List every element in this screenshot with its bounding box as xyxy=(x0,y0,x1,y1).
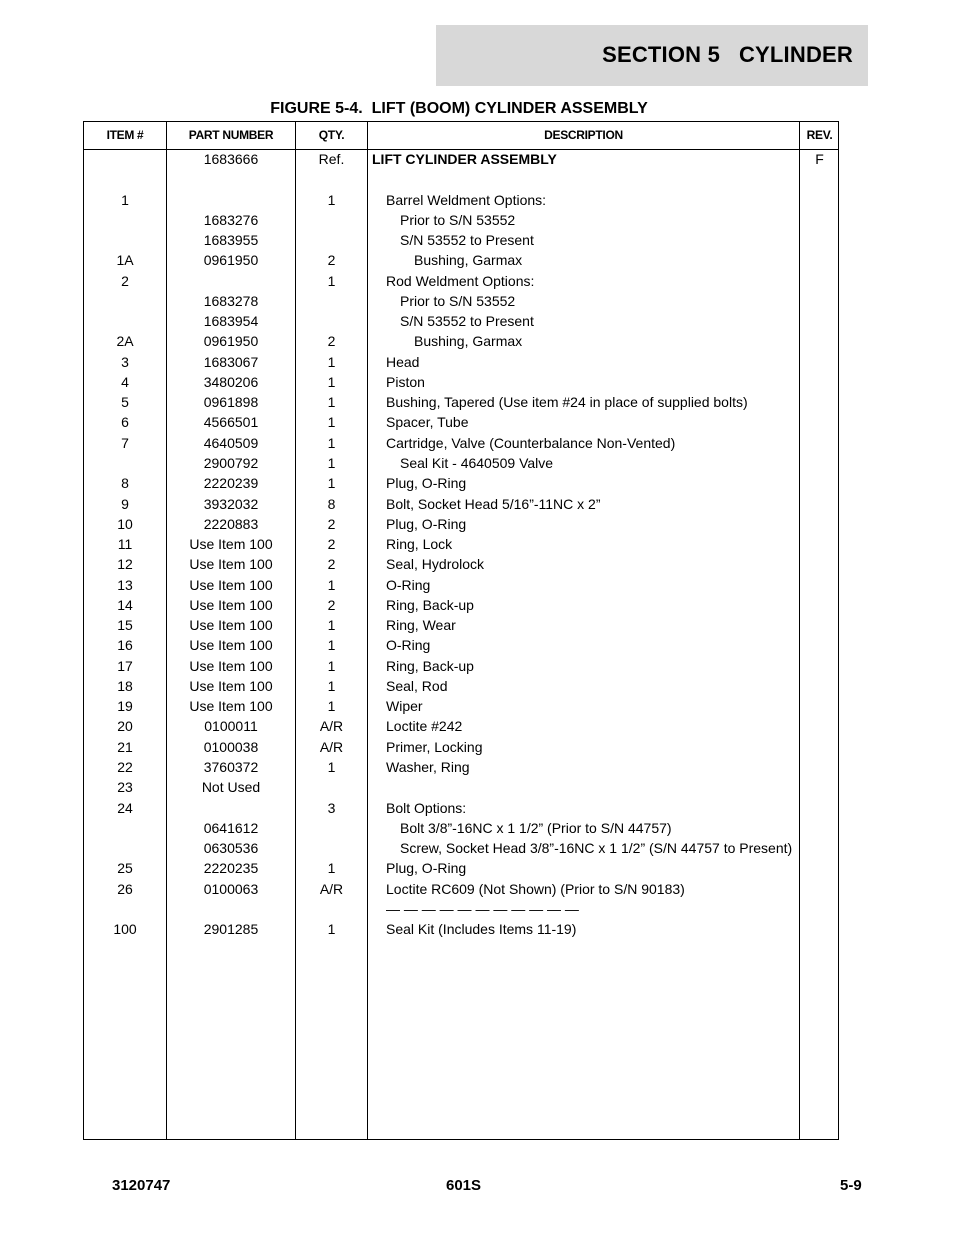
qty-cell: 1 xyxy=(327,617,336,634)
qty-cell: 1 xyxy=(327,637,336,654)
description-cell: Ring, Lock xyxy=(386,536,453,553)
column-header-item: ITEM # xyxy=(106,128,144,142)
item-cell: 1A xyxy=(116,252,134,269)
table-row xyxy=(84,695,838,715)
description-cell: Loctite #242 xyxy=(386,718,463,735)
item-cell: 9 xyxy=(121,495,129,512)
item-cell: 26 xyxy=(117,880,133,897)
table-row xyxy=(84,655,838,675)
table-row xyxy=(84,189,838,209)
description-cell: Barrel Weldment Options: xyxy=(386,191,547,208)
figure-title: FIGURE 5-4. LIFT (BOOM) CYLINDER ASSEMBLY xyxy=(270,100,648,117)
description-cell: Plug, O-Ring xyxy=(386,515,467,532)
item-cell: 6 xyxy=(121,414,129,431)
parts-table xyxy=(83,121,839,1140)
item-cell: 1 xyxy=(121,191,129,208)
part-number-cell: Not Used xyxy=(201,779,261,796)
rev-cell: F xyxy=(815,151,824,167)
table-row xyxy=(84,715,838,735)
item-cell: 17 xyxy=(117,657,133,674)
part-number-cell: 0961898 xyxy=(203,394,259,411)
item-cell: 18 xyxy=(117,677,133,694)
table-row xyxy=(84,270,838,290)
item-cell: 2A xyxy=(116,333,134,350)
table-row xyxy=(84,756,838,776)
table-row xyxy=(84,574,838,594)
description-cell: Bushing, Tapered (Use item #24 in place of supplied bolts) xyxy=(386,394,748,411)
description-cell: Seal Kit - 4640509 Valve xyxy=(400,454,554,471)
part-number-cell: 1683278 xyxy=(203,292,259,309)
table-row xyxy=(84,452,838,472)
part-number-cell: 0100063 xyxy=(203,880,259,897)
item-cell: 12 xyxy=(117,556,133,573)
part-number-cell: Use Item 100 xyxy=(189,677,273,694)
part-number-cell: 1683276 xyxy=(203,211,259,228)
table-row xyxy=(84,391,838,411)
part-number-cell: 1683666 xyxy=(203,151,259,167)
part-number-cell: Use Item 100 xyxy=(189,617,273,634)
item-cell: 20 xyxy=(117,718,133,735)
part-number-cell: 2220239 xyxy=(203,475,259,492)
qty-cell: 1 xyxy=(327,698,336,715)
qty-cell: 2 xyxy=(327,536,336,553)
table-row xyxy=(84,614,838,634)
table-row xyxy=(84,209,838,229)
table-row xyxy=(84,553,838,573)
description-cell: LIFT CYLINDER ASSEMBLY xyxy=(372,151,557,167)
description-cell: Ring, Back-up xyxy=(386,657,474,674)
table-row xyxy=(84,229,838,249)
description-cell: S/N 53552 to Present xyxy=(400,232,534,249)
column-header-rev: REV. xyxy=(806,128,833,142)
part-number-cell: Use Item 100 xyxy=(189,576,273,593)
table-row xyxy=(84,148,838,168)
table-row xyxy=(84,432,838,452)
description-cell: — — — — — — — — — — — xyxy=(386,900,579,917)
table-row xyxy=(84,675,838,695)
section-header-band xyxy=(436,25,868,86)
table-row xyxy=(84,493,838,513)
table-body xyxy=(84,148,838,938)
description-cell: Bolt Options: xyxy=(386,799,467,816)
part-number-cell: 0100011 xyxy=(204,718,258,735)
item-cell: 8 xyxy=(121,475,129,492)
description-cell: Primer, Locking xyxy=(386,738,483,755)
item-cell: 5 xyxy=(121,394,129,411)
item-cell: 13 xyxy=(117,576,133,593)
qty-cell: 3 xyxy=(327,799,336,816)
qty-cell: 2 xyxy=(327,596,336,613)
item-cell: 19 xyxy=(117,698,133,715)
part-number-cell: 0641612 xyxy=(203,819,259,836)
table-row xyxy=(84,249,838,269)
description-cell: Seal Kit (Includes Items 11-19) xyxy=(386,921,577,938)
part-number-cell: 2220883 xyxy=(203,515,259,532)
qty-cell: 8 xyxy=(327,495,336,512)
item-cell: 21 xyxy=(117,738,133,755)
description-cell: Prior to S/N 53552 xyxy=(400,292,516,309)
description-cell: Screw, Socket Head 3/8”-16NC x 1 1/2” (S/N 44757 to Present) xyxy=(400,840,793,857)
description-cell: Bushing, Garmax xyxy=(414,252,523,269)
qty-cell: 1 xyxy=(327,657,336,674)
part-number-cell: 2901285 xyxy=(203,921,259,938)
part-number-cell: 0961950 xyxy=(203,333,259,350)
part-number-cell: 1683067 xyxy=(203,353,259,370)
qty-cell: 2 xyxy=(327,515,336,532)
qty-cell: 1 xyxy=(327,414,336,431)
table-row xyxy=(84,797,838,817)
qty-cell: A/R xyxy=(319,718,344,735)
qty-cell: 1 xyxy=(327,434,336,451)
table-row xyxy=(84,351,838,371)
item-cell: 25 xyxy=(117,860,133,877)
qty-cell: Ref. xyxy=(318,151,345,167)
item-cell: 2 xyxy=(121,272,129,289)
qty-cell: 1 xyxy=(327,454,336,471)
qty-cell: 1 xyxy=(327,921,336,938)
qty-cell: 1 xyxy=(327,860,336,877)
table-row xyxy=(84,290,838,310)
item-cell: 10 xyxy=(117,515,133,532)
description-cell: Piston xyxy=(386,373,425,390)
table-row xyxy=(84,310,838,330)
table-row xyxy=(84,371,838,391)
table-row xyxy=(84,330,838,350)
description-cell: Plug, O-Ring xyxy=(386,475,467,492)
part-number-cell: Use Item 100 xyxy=(189,698,273,715)
part-number-cell: 1683954 xyxy=(203,313,259,330)
description-cell: Seal, Rod xyxy=(386,677,448,694)
column-header-part-number: PART NUMBER xyxy=(188,128,274,142)
item-cell: 11 xyxy=(117,536,133,553)
qty-cell: 1 xyxy=(327,758,336,775)
part-number-cell: 3480206 xyxy=(203,373,259,390)
part-number-cell: 3932032 xyxy=(203,495,259,512)
part-number-cell: Use Item 100 xyxy=(189,536,273,553)
description-cell: Head xyxy=(386,353,420,370)
description-cell: O-Ring xyxy=(386,576,431,593)
qty-cell: A/R xyxy=(319,880,344,897)
part-number-cell: 0630536 xyxy=(203,840,259,857)
qty-cell: 1 xyxy=(327,677,336,694)
item-cell: 16 xyxy=(117,637,133,654)
table-row xyxy=(84,411,838,431)
part-number-cell: 0100038 xyxy=(203,738,259,755)
qty-cell: 2 xyxy=(327,556,336,573)
item-cell: 15 xyxy=(117,617,133,634)
table-row xyxy=(84,736,838,756)
table-row xyxy=(84,472,838,492)
item-cell: 7 xyxy=(121,434,129,451)
part-number-cell: 2220235 xyxy=(203,860,259,877)
table-row xyxy=(84,878,838,898)
part-number-cell: 4566501 xyxy=(203,414,259,431)
part-number-cell: Use Item 100 xyxy=(189,596,273,613)
qty-cell: A/R xyxy=(319,738,344,755)
qty-cell: 1 xyxy=(327,272,336,289)
section-title: SECTION 5 CYLINDER xyxy=(602,42,853,67)
description-cell: Cartridge, Valve (Counterbalance Non-Vented) xyxy=(386,434,676,451)
item-cell: 100 xyxy=(113,921,137,938)
description-cell: Bushing, Garmax xyxy=(414,333,523,350)
description-cell: Spacer, Tube xyxy=(386,414,469,431)
qty-cell: 2 xyxy=(327,252,336,269)
description-cell: Ring, Wear xyxy=(386,617,456,634)
item-cell: 14 xyxy=(117,596,133,613)
description-cell: S/N 53552 to Present xyxy=(400,313,534,330)
table-row xyxy=(84,513,838,533)
table-row xyxy=(84,817,838,837)
table-row xyxy=(84,594,838,614)
table-row xyxy=(84,898,838,918)
table-row xyxy=(84,837,838,857)
description-cell: O-Ring xyxy=(386,637,431,654)
description-cell: Wiper xyxy=(386,698,423,715)
description-cell: Plug, O-Ring xyxy=(386,860,467,877)
footer-doc-number: 3120747 xyxy=(112,1177,171,1194)
description-cell: Ring, Back-up xyxy=(386,596,474,613)
part-number-cell: 4640509 xyxy=(203,434,259,451)
table-row xyxy=(84,634,838,654)
qty-cell: 1 xyxy=(327,475,336,492)
column-header-qty: QTY. xyxy=(318,128,345,142)
description-cell: Seal, Hydrolock xyxy=(386,556,485,573)
description-cell: Prior to S/N 53552 xyxy=(400,211,516,228)
table-row xyxy=(84,857,838,877)
description-cell: Bolt, Socket Head 5/16”-11NC x 2” xyxy=(386,495,601,512)
description-cell: Rod Weldment Options: xyxy=(386,272,535,289)
part-number-cell: 1683955 xyxy=(203,232,259,249)
table-row xyxy=(84,168,838,188)
column-header-description: DESCRIPTION xyxy=(544,128,623,142)
qty-cell: 1 xyxy=(327,373,336,390)
qty-cell: 1 xyxy=(327,576,336,593)
item-cell: 3 xyxy=(121,353,129,370)
part-number-cell: 0961950 xyxy=(203,252,259,269)
qty-cell: 1 xyxy=(327,191,336,208)
item-cell: 23 xyxy=(117,779,133,796)
qty-cell: 1 xyxy=(327,394,336,411)
part-number-cell: Use Item 100 xyxy=(189,657,273,674)
description-cell: Bolt 3/8”-16NC x 1 1/2” (Prior to S/N 44757) xyxy=(400,819,672,836)
item-cell: 24 xyxy=(117,799,133,816)
part-number-cell: Use Item 100 xyxy=(189,556,273,573)
part-number-cell: 2900792 xyxy=(203,454,259,471)
qty-cell: 2 xyxy=(327,333,336,350)
item-cell: 4 xyxy=(121,373,129,390)
part-number-cell: 3760372 xyxy=(203,758,259,775)
part-number-cell: Use Item 100 xyxy=(189,637,273,654)
item-cell: 22 xyxy=(117,758,133,775)
table-row xyxy=(84,776,838,796)
table-row xyxy=(84,918,838,938)
table-row xyxy=(84,533,838,553)
footer-model: 601S xyxy=(446,1177,482,1194)
footer-page-number: 5-9 xyxy=(840,1177,862,1194)
qty-cell: 1 xyxy=(327,353,336,370)
description-cell: Loctite RC609 (Not Shown) (Prior to S/N 90183) xyxy=(386,880,685,897)
description-cell: Washer, Ring xyxy=(386,758,470,775)
